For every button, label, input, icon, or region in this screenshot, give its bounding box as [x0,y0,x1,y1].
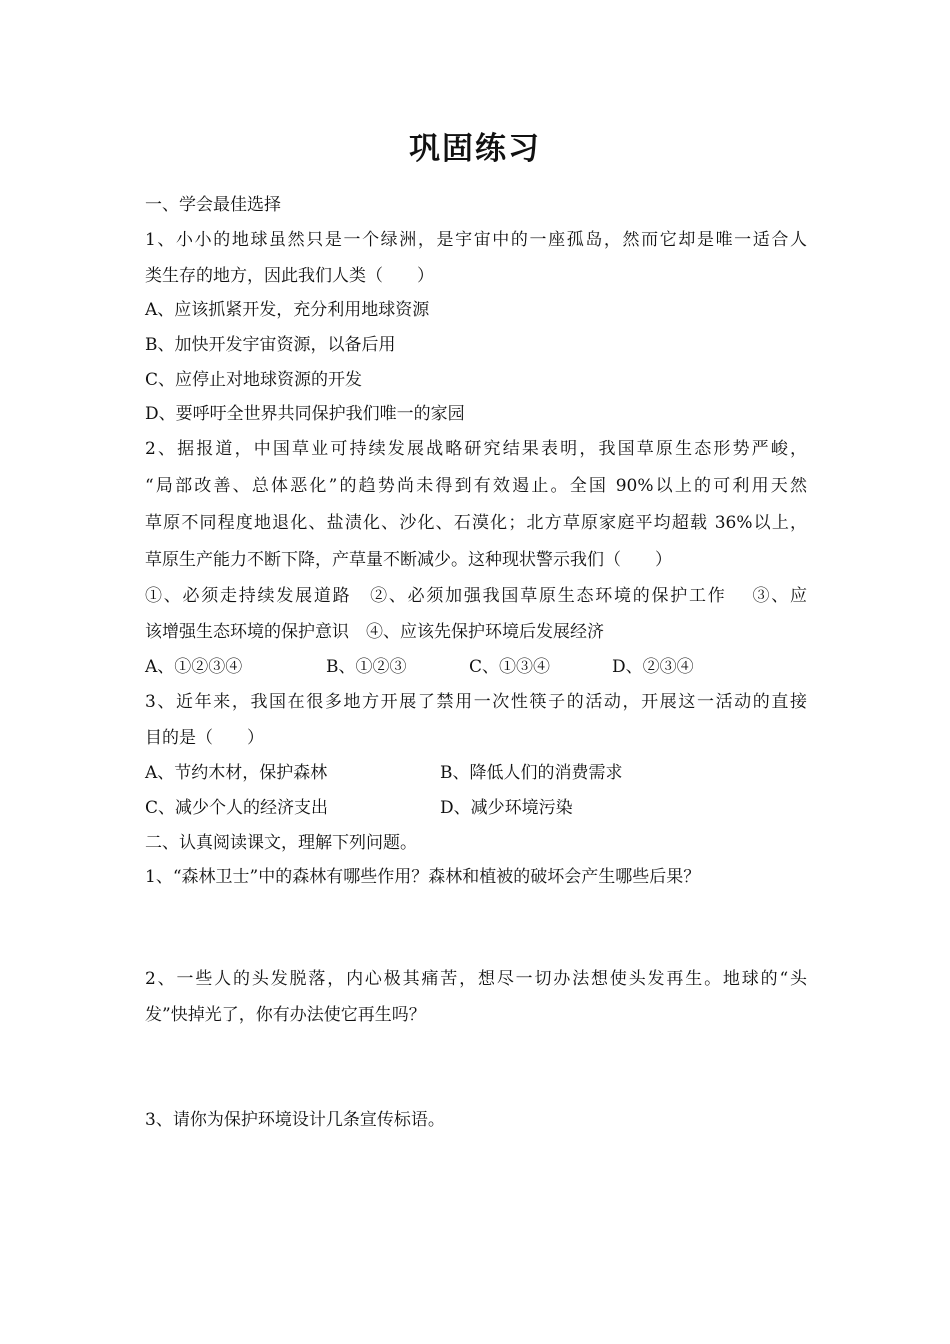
q3-option-b: B、降低人们的消费需求 [440,763,623,783]
q2-items-line1: ①、必须走持续发展道路 ②、必须加强我国草原生态环境的保护工作 ③、应 [145,586,807,606]
q2-stem-line3: 草原不同程度地退化、盐渍化、沙化、石漠化；北方草原家庭平均超载 36%以上， [145,513,807,533]
q2-stem-line4: 草原生产能力不断下降，产草量不断减少。这种现状警示我们（ ） [145,550,672,570]
q2-option-d: D、②③④ [612,657,694,677]
q2-option-c: C、①③④ [469,657,551,677]
q3-options-row2 [145,796,807,820]
q3-stem-line1: 3、近年来，我国在很多地方开展了禁用一次性筷子的活动，开展这一活动的直接 [145,692,807,712]
q3-options-row1 [145,761,807,785]
q3-option-c: C、减少个人的经济支出 [145,798,329,818]
q3-option-a: A、节约木材，保护森林 [145,763,328,783]
q1-stem-line1: 1、小小的地球虽然只是一个绿洲，是宇宙中的一座孤岛，然而它却是唯一适合人 [145,230,807,250]
q2-options-row [145,655,807,679]
q3-stem-line2: 目的是（ ） [145,728,264,748]
q1-option-c: C、应停止对地球资源的开发 [145,370,363,390]
s2-q2-line1: 2、一些人的头发脱落，内心极其痛苦，想尽一切办法想使头发再生。地球的“头 [145,969,807,989]
s2-q3: 3、请你为保护环境设计几条宣传标语。 [145,1110,445,1130]
q1-option-d: D、要呼吁全世界共同保护我们唯一的家园 [145,404,465,424]
s2-q1: 1、“森林卫士”中的森林有哪些作用？森林和植被的破坏会产生哪些后果？ [145,867,701,887]
section2-heading: 二、认真阅读课文，理解下列问题。 [145,833,417,853]
q1-option-b: B、加快开发宇宙资源，以备后用 [145,335,396,355]
q2-items-line2: 该增强生态环境的保护意识 ④、应该先保护环境后发展经济 [145,622,604,642]
section1-heading: 一、学会最佳选择 [145,195,281,215]
q2-option-a: A、①②③④ [145,657,243,677]
q2-stem-line2: “局部改善、总体恶化”的趋势尚未得到有效遏止。全国 90%以上的可利用天然 [145,476,807,496]
q2-stem-line1: 2、据报道，中国草业可持续发展战略研究结果表明，我国草原生态形势严峻， [145,439,807,459]
page-title: 巩固练习 [409,131,541,167]
q2-option-b: B、①②③ [326,657,407,677]
s2-q2-line2: 发”快掉光了，你有办法使它再生吗？ [145,1005,426,1025]
q3-option-d: D、减少环境污染 [440,798,573,818]
q1-stem-line2: 类生存的地方，因此我们人类（ ） [145,266,434,286]
q1-option-a: A、应该抓紧开发，充分利用地球资源 [145,300,430,320]
